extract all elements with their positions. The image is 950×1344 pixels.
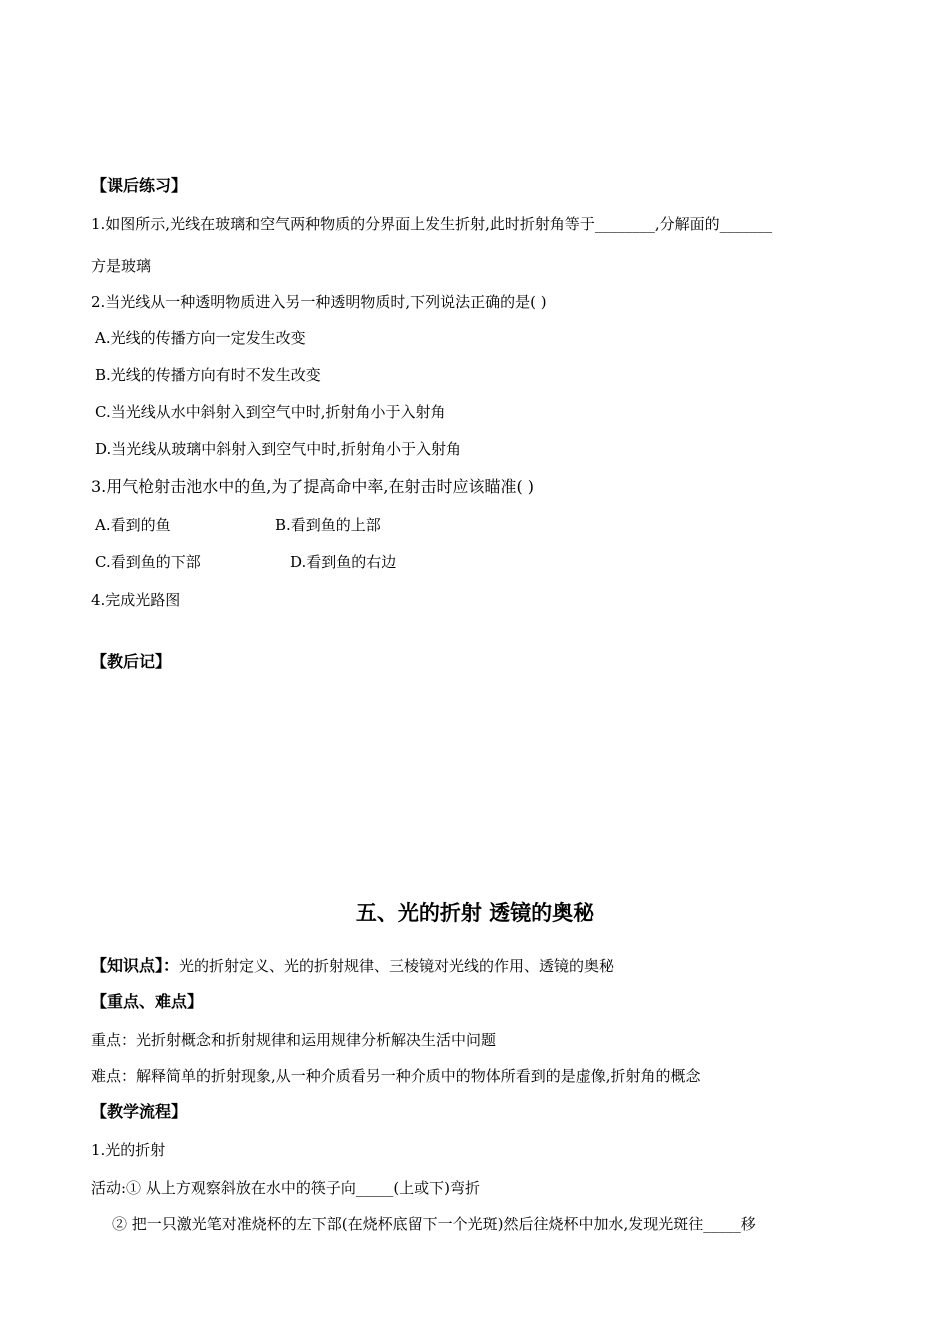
key-point: 重点：光折射概念和折射规律和运用规律分析解决生活中问题 bbox=[91, 1031, 497, 1049]
question-4: 4.完成光路图 bbox=[91, 591, 181, 609]
teaching-flow-heading: 【教学流程】 bbox=[91, 1102, 188, 1121]
question-2-option-a: A.光线的传播方向一定发生改变 bbox=[95, 329, 306, 347]
question-1-line-1: 1.如图所示,光线在玻璃和空气两种物质的分界面上发生折射,此时折射角等于________,分解面的_______ bbox=[91, 215, 773, 233]
knowledge-label: 【知识点】： bbox=[91, 956, 180, 975]
difficult-point: 难点：解释简单的折射现象,从一种介质看另一种介质中的物体所看到的是虚像,折射角的概念 bbox=[91, 1067, 701, 1085]
lesson-title: 五、光的折射 透镜的奥秘 bbox=[355, 901, 595, 925]
knowledge-row bbox=[91, 956, 614, 976]
question-3-option-c: C.看到鱼的下部 bbox=[95, 553, 201, 571]
question-1-line-2: 方是玻璃 bbox=[91, 257, 152, 275]
question-3-option-b: B.看到鱼的上部 bbox=[275, 516, 381, 534]
knowledge-text: 光的折射定义、光的折射规律、三棱镜对光线的作用、透镜的奥秘 bbox=[179, 957, 615, 975]
notes-heading: 【教后记】 bbox=[91, 652, 172, 671]
question-2-option-d: D.当光线从玻璃中斜射入到空气中时,折射角小于入射角 bbox=[95, 440, 462, 458]
section-1-title: 1.光的折射 bbox=[91, 1141, 166, 1159]
question-3: 3.用气枪射击池水中的鱼,为了提高命中率,在射击时应该瞄准( ) bbox=[91, 477, 535, 496]
question-3-option-a: A.看到的鱼 bbox=[95, 516, 171, 534]
after-class-heading: 【课后练习】 bbox=[91, 176, 188, 195]
question-2-option-b: B.光线的传播方向有时不发生改变 bbox=[95, 366, 321, 384]
question-2-option-c: C.当光线从水中斜射入到空气中时,折射角小于入射角 bbox=[95, 403, 446, 421]
question-3-option-d: D.看到鱼的右边 bbox=[290, 553, 397, 571]
key-difficult-heading: 【重点、难点】 bbox=[91, 992, 204, 1011]
activity-1: 活动:① 从上方观察斜放在水中的筷子向_____(上或下)弯折 bbox=[91, 1179, 481, 1197]
question-2: 2.当光线从一种透明物质进入另一种透明物质时,下列说法正确的是( ) bbox=[91, 293, 547, 311]
activity-2: ② 把一只激光笔对准烧杯的左下部(在烧杯底留下一个光斑)然后往烧杯中加水,发现光斑往_____移 bbox=[112, 1215, 756, 1233]
